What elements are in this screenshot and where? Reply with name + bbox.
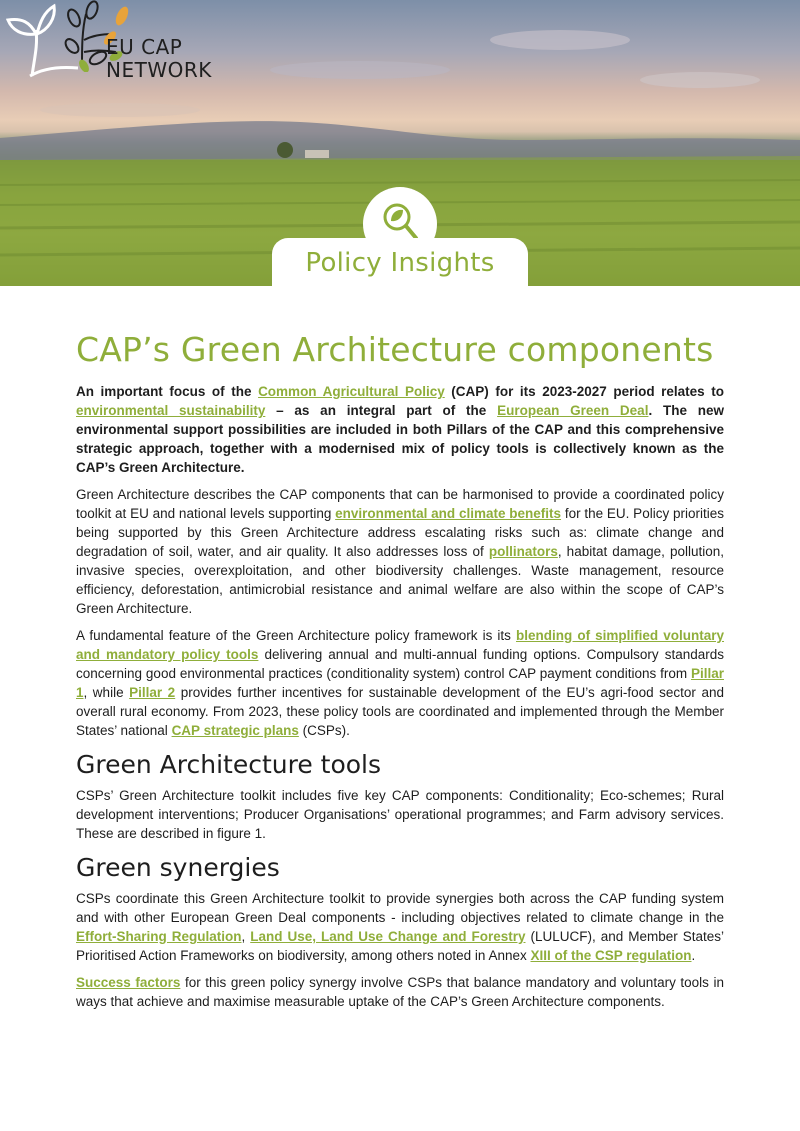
paragraph-success-factors xyxy=(76,973,724,1011)
para2-text-3: , habitat damage, pollution, invasive species, overexploitation, and other biodiversity challenges. Waste management, resource efficiency, deforestation, antimicrobial resistance and animal welfare are also within the scope of CAP’s Green Architecture. xyxy=(76,544,724,616)
para2-text-1: Green Architecture describes the CAP components that can be harmonised to provide a coordinated policy toolkit at EU and national levels supporting xyxy=(76,487,724,521)
para3-text-5: (CSPs). xyxy=(298,723,350,738)
success-text-1: for this green policy synergy involve CSPs that balance mandatory and voluntary tools in ways that achieve and maximise measurable uptake of the CAP’s Green Architecture components. xyxy=(76,975,725,1009)
syn-text-1: CSPs coordinate this Green Architecture toolkit to provide synergies both across the CAP funding system and with other European Green Deal components - including objectives related to climate change in the xyxy=(76,891,724,925)
link-csp-regulation[interactable]: XIII of the CSP regulation xyxy=(530,948,692,963)
sprout-icon xyxy=(0,0,80,80)
paragraph-tools: CSPs’ Green Architecture toolkit includes five key CAP components: Conditionality; Eco-schemes; Rural development interventions; Producer Organisations’ operational programmes; and Farm advisory services. These are described in figure 1. xyxy=(76,788,724,841)
page-title: CAP’s Green Architecture components xyxy=(76,330,714,369)
intro-text-1: An important focus of the xyxy=(76,384,259,399)
logo-wordmark xyxy=(106,36,212,82)
para2-text-2: for the EU. Policy priorities being supported by this Green Architecture address escalating risks such as: climate change and degradation of soil, water, and air quality. It also addresses loss of xyxy=(76,506,724,559)
link-common-agricultural-policy[interactable]: Common Agricultural Policy xyxy=(258,384,445,399)
link-pillar-1[interactable]: Pillar 1 xyxy=(76,666,724,700)
link-european-green-deal[interactable]: European Green Deal xyxy=(497,403,649,418)
link-blending-policy-tools[interactable]: blending of simplified voluntary and mandatory policy tools xyxy=(76,628,724,662)
logo-line-1: EU CAP xyxy=(106,35,183,59)
logo-line-2: NETWORK xyxy=(106,58,212,82)
hero-banner xyxy=(0,0,800,286)
link-environmental-climate-benefits[interactable]: environmental and climate benefits xyxy=(335,506,562,521)
link-lulucf[interactable]: Land Use, Land Use Change and Forestry xyxy=(250,929,526,944)
intro-paragraph xyxy=(76,382,724,477)
article-content xyxy=(76,328,724,1019)
link-effort-sharing-regulation[interactable]: Effort-Sharing Regulation xyxy=(76,929,242,944)
intro-text-2: (CAP) for its 2023-2027 period relates to xyxy=(444,384,724,399)
para3-text-1: A fundamental feature of the Green Architecture policy framework is its xyxy=(76,628,517,643)
paragraph-synergies xyxy=(76,889,724,965)
link-success-factors[interactable]: Success factors xyxy=(76,975,181,990)
para3-text-4: provides further incentives for sustainable development of the EU’s agri-food sector and overall rural economy. From 2023, these policy tools are coordinated and implemented through the Member States’ national xyxy=(76,685,724,738)
intro-text-3: – as an integral part of the xyxy=(265,403,498,418)
para3-text-2: delivering annual and multi-annual funding options. Compulsory standards concerning good environmental practices (conditionality system) control CAP payment conditions from xyxy=(76,647,724,681)
link-pillar-2[interactable]: Pillar 2 xyxy=(129,685,176,700)
syn-text-4: . xyxy=(691,948,696,963)
paragraph-policy-framework xyxy=(76,626,724,740)
para3-text-3: , while xyxy=(83,685,130,700)
syn-text-3: (LULUCF), and Member States’ Prioritised Action Frameworks on biodiversity, among others noted in Annex xyxy=(76,929,724,963)
paragraph-green-architecture xyxy=(76,485,724,618)
heading-green-architecture-tools: Green Architecture tools xyxy=(76,750,382,779)
magnifier-leaf-icon xyxy=(381,201,419,243)
link-pollinators[interactable]: pollinators xyxy=(488,544,558,559)
syn-text-2: , xyxy=(241,929,251,944)
intro-text-4: . The new environmental support possibilities are included in both Pillars of the CAP and this comprehensive strategic approach, together with a modernised mix of policy tools is collectively known as the CAP’s Green Architecture. xyxy=(76,403,725,475)
heading-green-synergies: Green synergies xyxy=(76,853,280,882)
link-cap-strategic-plans[interactable]: CAP strategic plans xyxy=(171,723,299,738)
badge-label: Policy Insights xyxy=(305,248,495,278)
policy-insights-badge xyxy=(272,238,528,286)
link-environmental-sustainability[interactable]: environmental sustainability xyxy=(76,403,266,418)
